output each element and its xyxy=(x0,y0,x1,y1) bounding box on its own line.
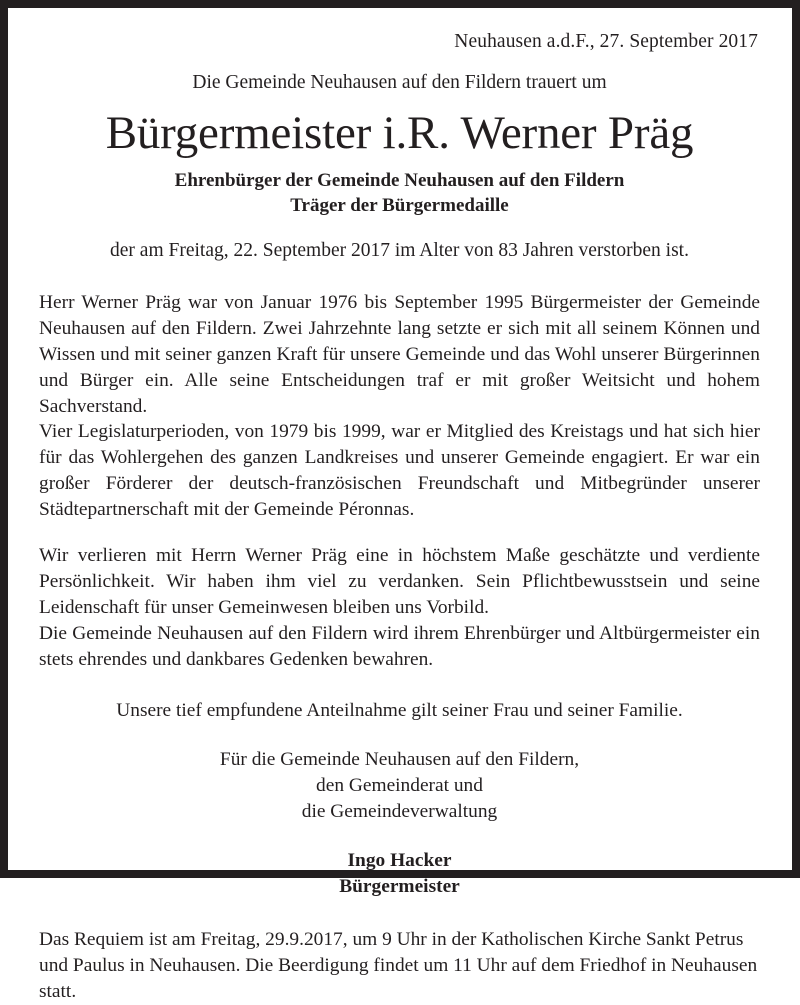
funeral-arrangements xyxy=(39,927,760,1005)
mourning-intro-line: Die Gemeinde Neuhausen auf den Fildern trauert um xyxy=(192,72,607,94)
condolence-line: Unsere tief empfundene Anteilnahme gilt seiner Frau und seiner Familie. xyxy=(116,699,683,721)
honorific-ehrenbuerger: Ehrenbürger der Gemeinde Neuhausen auf den Fildern xyxy=(174,170,625,192)
funeral-info-text: Das Requiem ist am Freitag, 29.9.2017, um 9 Uhr in der Katholischen Kirche Sankt Petrus und Paulus in Neuhausen. Die Beerdigung findet um 11 Uhr auf dem Friedhof in Neuhausen statt. xyxy=(39,928,758,1002)
honorific-buergermedaille: Träger der Bürgermedaille xyxy=(290,195,509,217)
tribute-paragraph-2: Vier Legislaturperioden, von 1979 bis 1999, war er Mitglied des Kreistags und hat sich hier für das Wohlergehen des ganzen Landkreises und unserer Gemeinde engagiert. Er war ein großer Förderer der deutsch-französischen Freundschaft und Mitbegründer unserer Städtepartnerschaft mit der Gemeinde Péronnas. xyxy=(39,421,760,521)
signing-org-line-3: die Gemeindeverwaltung xyxy=(301,800,498,822)
deceased-name: Bürgermeister i.R. Werner Präg xyxy=(105,106,694,159)
signing-org-line-1: Für die Gemeinde Neuhausen auf den Fildern, xyxy=(219,748,580,770)
tribute-paragraph-4: Die Gemeinde Neuhausen auf den Fildern wird ihrem Ehrenbürger und Altbürgermeister ein stets ehrendes und dankbares Gedenken bewahren. xyxy=(39,622,760,670)
tribute-paragraph-3: Wir verlieren mit Herrn Werner Präg eine in höchstem Maße geschätzte und verdiente Persönlichkeit. Wir haben ihm viel zu verdanken. Sein Pflichtbewusstsein und seine Leidenschaft für unser Gemeinwesen bleiben uns Vorbild. xyxy=(39,545,760,618)
tribute-paragraph-1: Herr Werner Präg war von Januar 1976 bis September 1995 Bürgermeister der Gemeinde Neuhausen auf den Fildern. Zwei Jahrzehnte lang setzte er sich mit all seinem Können und Wissen und mit seiner ganzen Kraft für unsere Gemeinde und das Wohl unserer Bürgerinnen und Bürger ein. Alle seine Entscheidungen traf er mit großer Weitsicht und hohem Sachverstand. xyxy=(39,291,760,417)
signatory-title: Bürgermeister xyxy=(339,875,460,897)
signatory-block xyxy=(39,848,760,900)
signing-org-line-2: den Gemeinderat und xyxy=(316,774,483,796)
obituary-sheet xyxy=(8,8,792,1002)
honorifics-block xyxy=(39,168,760,218)
signatory-name: Ingo Hacker xyxy=(347,849,452,871)
signing-organisation xyxy=(39,747,760,825)
tribute-body xyxy=(39,290,760,673)
place-and-date: Neuhausen a.d.F., 27. September 2017 xyxy=(454,31,758,52)
date-of-death-line: der am Freitag, 22. September 2017 im Alter von 83 Jahren verstorben ist. xyxy=(110,239,689,261)
